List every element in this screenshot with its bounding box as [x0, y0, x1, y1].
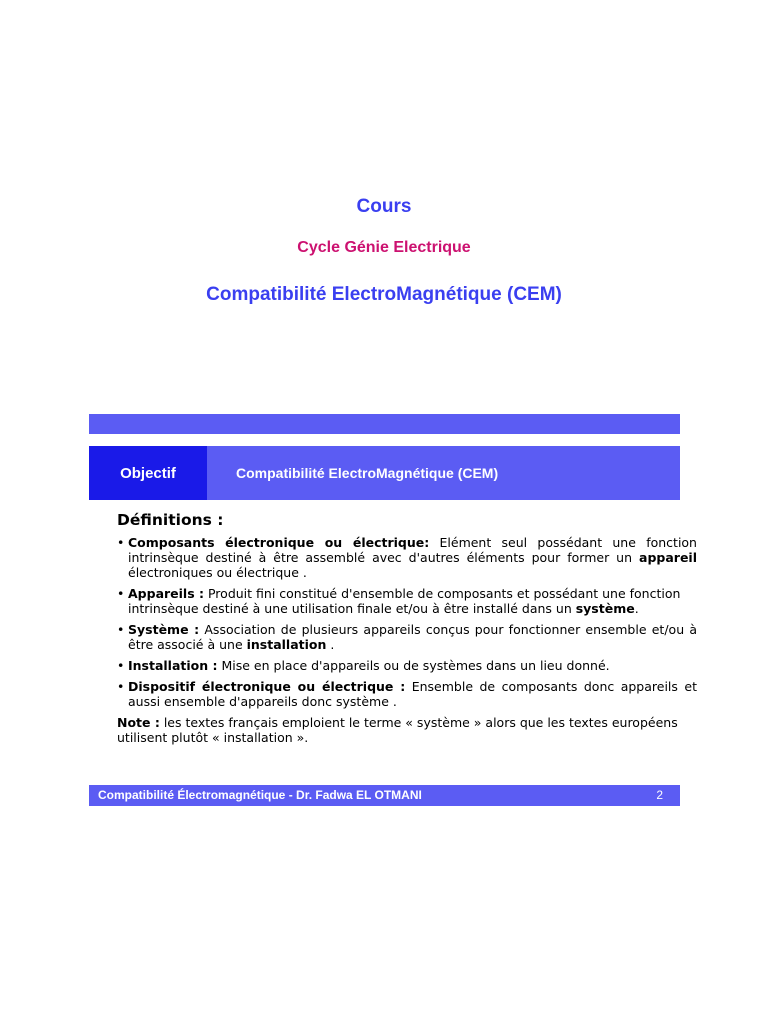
note-label: Note :	[117, 715, 160, 730]
bullet: •	[117, 586, 125, 601]
definition-text: Ensemble de composants donc appareils et aussi ensemble d'appareils donc système .	[128, 679, 697, 709]
definition-item	[117, 622, 697, 652]
definition-term: Installation :	[128, 658, 218, 673]
definition-text: .	[634, 601, 639, 616]
definition-term: Appareils :	[128, 586, 205, 601]
definition-text: électroniques ou électrique .	[128, 565, 307, 580]
definition-text: Produit fini constitué d'ensemble de composants et possédant une fonction	[204, 586, 681, 601]
definition-text: intrinsèque destiné à une utilisation finale et/ou à être installé dans un	[128, 601, 576, 616]
bullet: •	[117, 535, 125, 550]
note	[117, 715, 697, 745]
definition-term: Composants électronique ou électrique:	[128, 535, 430, 550]
definition-text: Mise en place d'appareils ou de systèmes dans un lieu donné.	[217, 658, 610, 673]
definition-item	[117, 535, 697, 580]
definition-emphasis: appareil	[639, 550, 697, 565]
bullet: •	[117, 658, 125, 673]
definition-term: Système :	[128, 622, 200, 637]
title-subject: Compatibilité ElectroMagnétique (CEM)	[206, 284, 562, 305]
definition-text: Association de plusieurs appareils conçus pour fonctionner ensemble et/ou à être associé à une	[128, 622, 697, 652]
definition-item	[117, 658, 697, 673]
definition-text: .	[326, 637, 335, 652]
footer-text: Compatibilité Électromagnétique - Dr. Fadwa EL OTMANI	[98, 788, 422, 802]
objectif-box: Objectif	[89, 446, 207, 500]
definitions-heading: Définitions :	[117, 511, 224, 529]
note-text: les textes français emploient le terme « système » alors que les textes européens utilisent plutôt « installation ».	[117, 715, 678, 745]
definition-emphasis: installation	[246, 637, 327, 652]
definitions-content	[117, 513, 697, 745]
slide-footer	[89, 785, 680, 806]
page-number: 2	[656, 788, 663, 802]
title-cours: Cours	[356, 196, 412, 217]
slide-header-title: Compatibilité ElectroMagnétique (CEM)	[236, 465, 499, 481]
definition-emphasis: système	[575, 601, 635, 616]
top-decorative-bar	[89, 414, 680, 434]
definition-term: Dispositif électronique ou électrique :	[128, 679, 406, 694]
definition-text: Elément seul possédant une fonction intrinsèque destiné à être assemblé avec d'autres éléments pour former un	[128, 535, 697, 565]
definition-item	[117, 679, 697, 709]
bullet: •	[117, 679, 125, 694]
definition-item	[117, 586, 697, 616]
title-cycle: Cycle Génie Electrique	[297, 239, 471, 256]
bullet: •	[117, 622, 125, 637]
